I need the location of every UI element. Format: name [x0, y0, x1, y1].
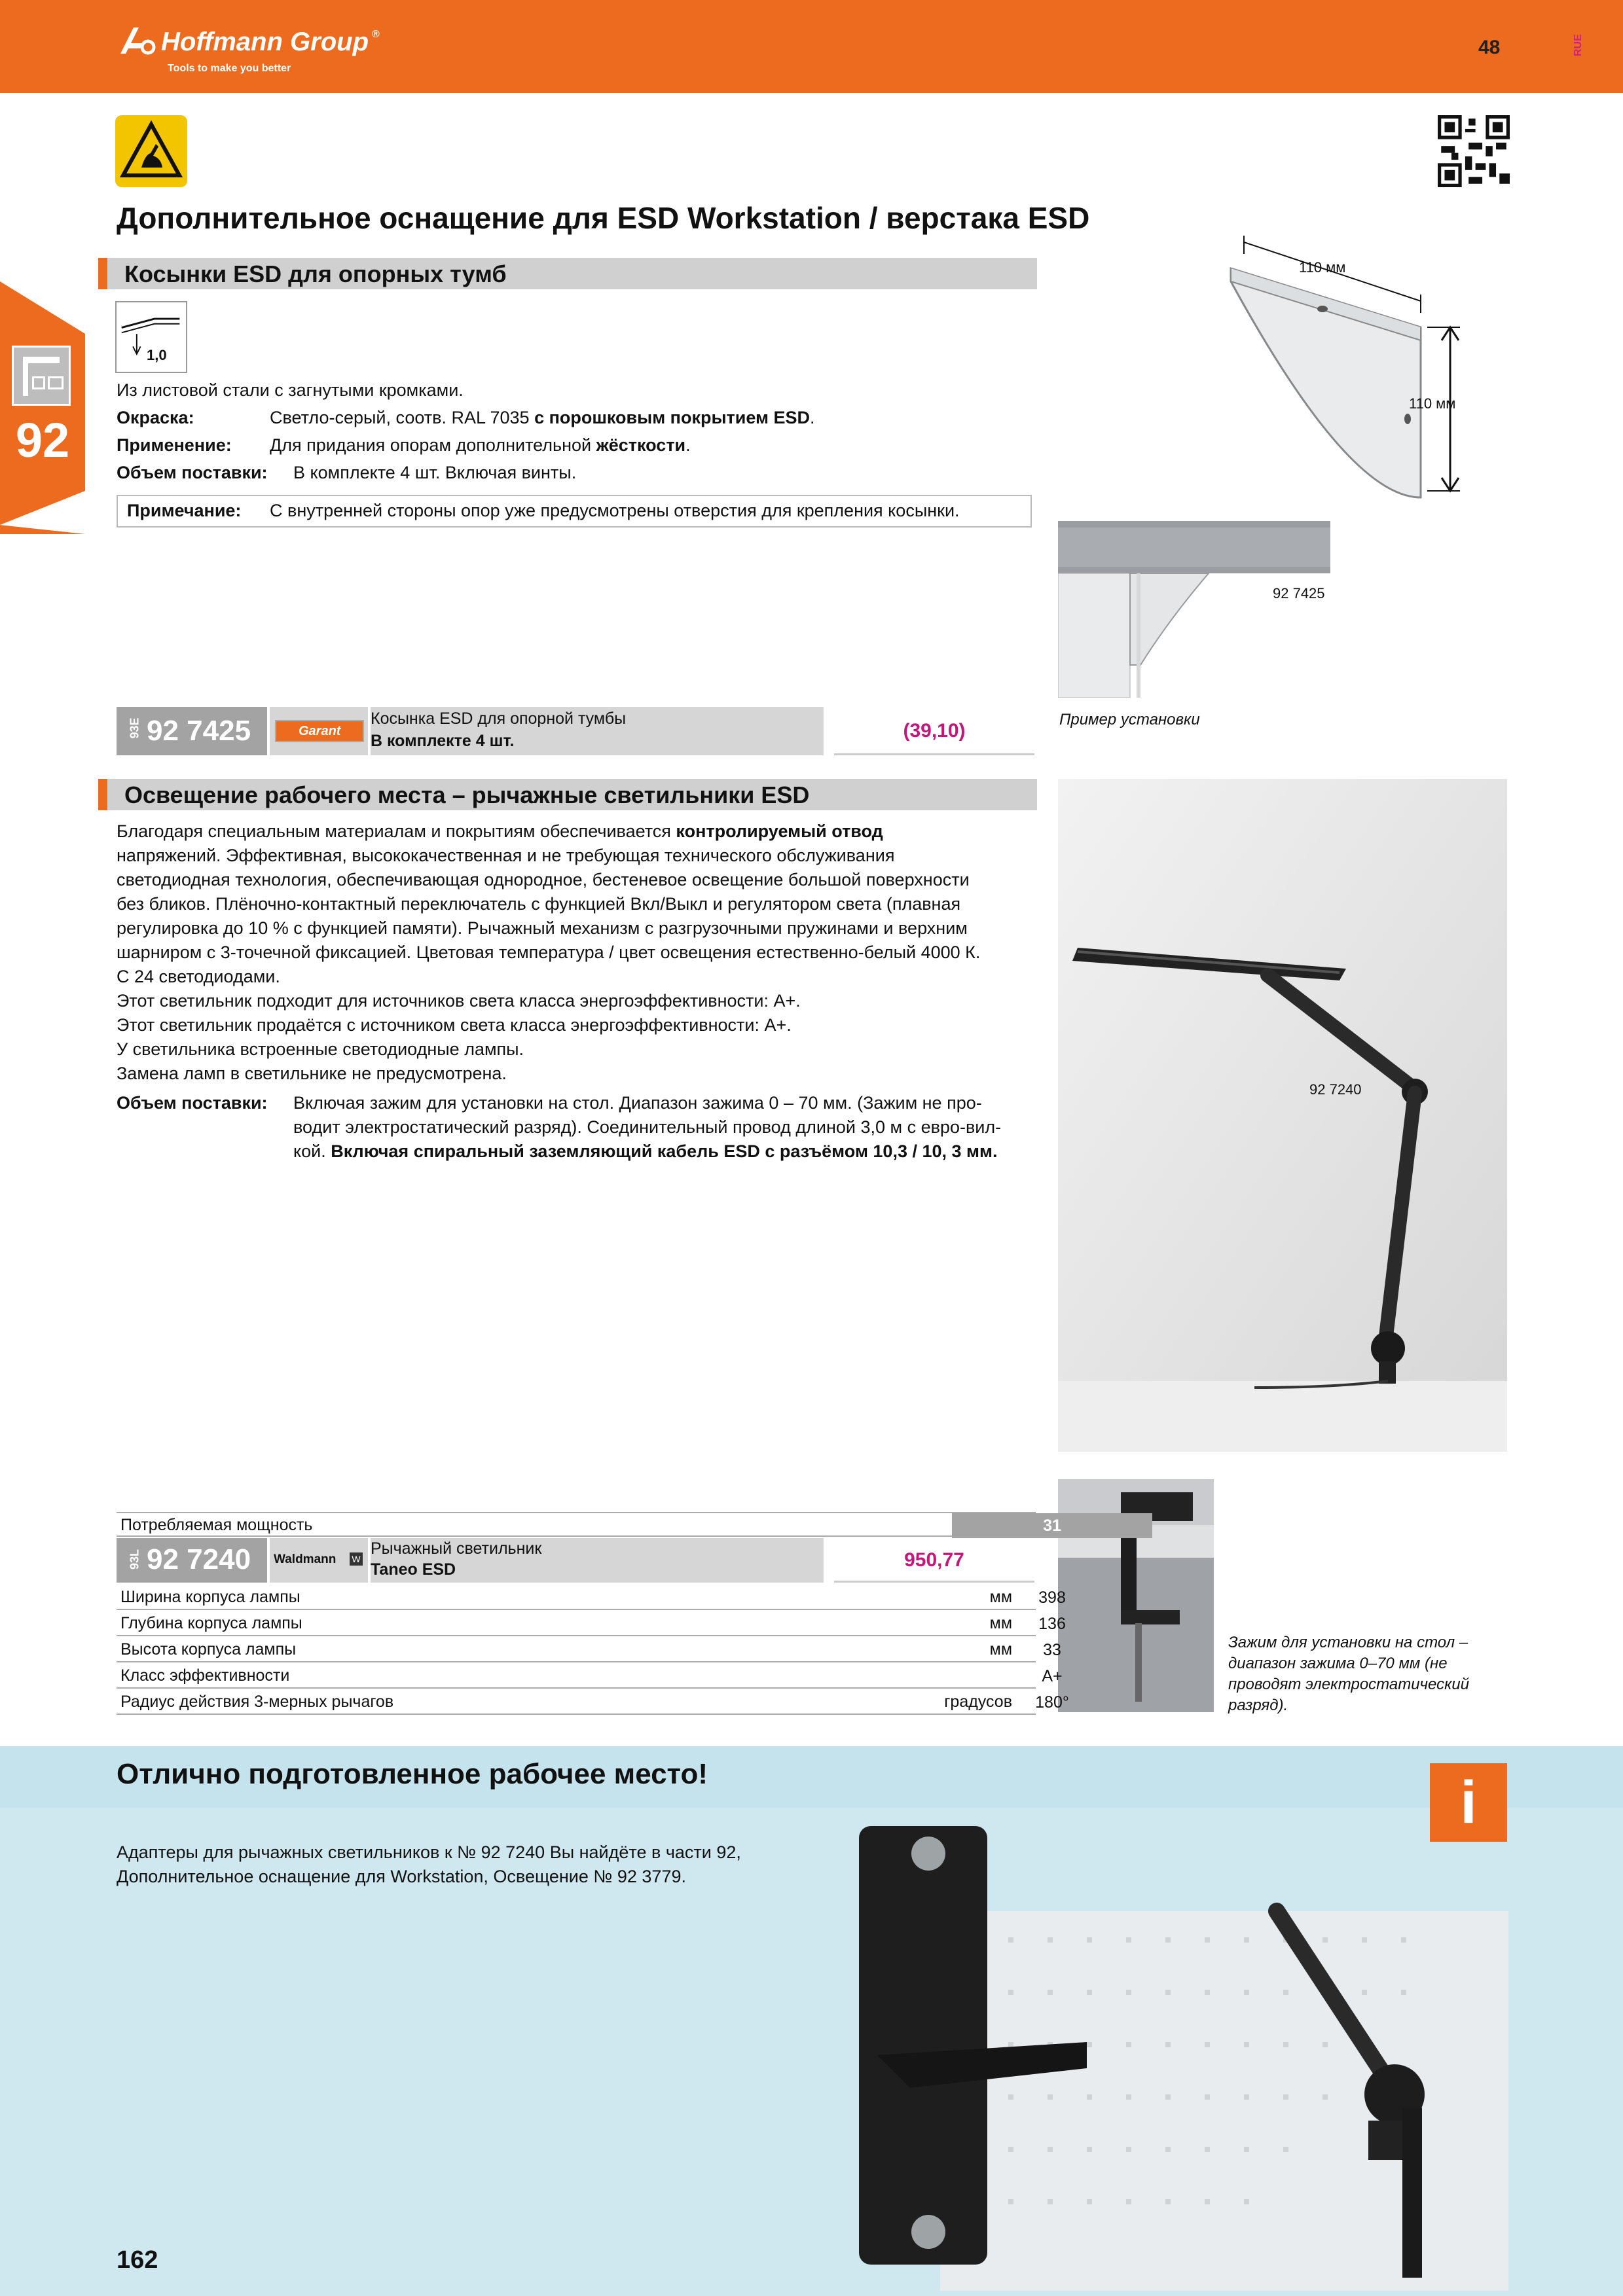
- header-page-number: 48: [1478, 37, 1501, 58]
- order-desc-line1: Косынка ESD для опорной тумбы: [371, 709, 627, 728]
- brand-box: [270, 707, 368, 755]
- desc-line: без бликов. Плёночно-контактный переключатель с функцией Вкл/Выкл и регулятором света (плавная: [117, 894, 961, 914]
- coating-value-bold: с порошковым покрытием ESD: [534, 408, 811, 427]
- workstation-icon: [12, 346, 71, 406]
- desc-line-bold: контролируемый отвод: [676, 821, 883, 841]
- order-number: 92 7240: [147, 1543, 251, 1575]
- waldmann-logo-icon: W: [350, 1552, 363, 1566]
- use-value: [270, 433, 691, 457]
- footer-page-number: 162: [117, 2246, 158, 2274]
- spec-row: [117, 1690, 1069, 1715]
- adapter-photo: [851, 1780, 1508, 2291]
- desc-line: светодиодная технология, обеспечивающая однородное, бестеневое освещение большой поверхности: [117, 870, 970, 889]
- use-value-plain: Для придания опорам дополнительной: [270, 435, 592, 455]
- spec-value: 31: [952, 1513, 1152, 1538]
- spec-name: Потребляемая мощность: [120, 1516, 313, 1534]
- desc-line: шарниром с 3-точечной фиксацией. Цветовая температура / цвет освещения естественно-белый 4000 К.: [117, 942, 981, 962]
- order-description: [371, 707, 824, 755]
- lamp-supply-line1: Включая зажим для установки на стол. Диапазон зажима 0 – 70 мм. (Зажим не про-: [293, 1093, 982, 1113]
- installation-example-image: [1058, 521, 1333, 698]
- order-price: 950,77: [834, 1538, 1034, 1583]
- info-title: Отлично подготовленное рабочее место!: [117, 1758, 708, 1790]
- order-row-lamp[interactable]: [117, 1538, 1036, 1583]
- clamp-caption: Зажим для установки на стол – диапазон зажима 0–70 мм (не проводят электростатический разряд).: [1228, 1634, 1470, 1714]
- lamp-supply-line3: [293, 1139, 997, 1164]
- order-price: (39,10): [834, 707, 1034, 755]
- note-box: [117, 495, 1032, 528]
- spec-value: 180°: [1035, 1693, 1069, 1712]
- section-heading-text: Косынки ESD для опорных тумб: [124, 260, 507, 287]
- coating-label: Окраска:: [117, 408, 194, 427]
- order-number: 92 7425: [147, 715, 251, 747]
- thickness-value: 1,0: [147, 347, 167, 363]
- desc-line: [117, 819, 980, 844]
- spec-unit: градусов: [944, 1693, 1012, 1711]
- use-label: Применение:: [117, 435, 232, 455]
- chapter-side-tab: [0, 281, 85, 534]
- coating-value-end: .: [810, 408, 815, 427]
- spec-unit: мм: [989, 1614, 1012, 1632]
- order-number-box: [117, 707, 267, 755]
- spec-value: 398: [1038, 1588, 1066, 1607]
- spec-name: Высота корпуса лампы: [120, 1640, 297, 1659]
- desc-line: Замена ламп в светильнике не предусмотрена.: [117, 1064, 507, 1083]
- desc-line: У светильника встроенные светодиодные лампы.: [117, 1039, 524, 1059]
- spec-row: [117, 1664, 1063, 1689]
- spec-name: Класс эффективности: [120, 1666, 290, 1685]
- order-prefix: 93E: [128, 717, 141, 739]
- figure-code-gusset: 92 7425: [1273, 585, 1325, 601]
- brand-box: [270, 1538, 368, 1583]
- desc-line: С 24 светодиодами.: [117, 967, 280, 986]
- info-text-line2: Дополнительное оснащение для Workstation, Освещение № 92 3779.: [117, 1867, 686, 1886]
- brand-name: Hoffmann Group: [161, 27, 369, 56]
- coating-value: [270, 406, 815, 430]
- section-heading-esd-gussets: [98, 258, 1037, 289]
- gusset-illustration: [1205, 236, 1506, 517]
- spec-name: Глубина корпуса лампы: [120, 1614, 302, 1632]
- order-desc-line2: Taneo ESD: [371, 1560, 456, 1579]
- lamp-supply-line3-plain: кой.: [293, 1141, 331, 1161]
- supply-label: Объем поставки:: [117, 463, 268, 482]
- spec-value: 33: [1043, 1641, 1061, 1659]
- lamp-supply-line3-bold: Включая спиральный заземляющий кабель ESD с разъёмом 10,3 / 10, 3 мм.: [331, 1141, 998, 1161]
- use-value-bold: жёсткости: [596, 435, 686, 455]
- dimension-top: 110 мм: [1299, 259, 1346, 276]
- order-prefix: 93L: [128, 1549, 141, 1570]
- order-desc-line1: Рычажный светильник: [371, 1539, 542, 1558]
- garant-logo-text: Garant: [299, 724, 341, 738]
- supply-value: В комплекте 4 шт. Включая винты.: [293, 463, 577, 482]
- esd-warning-icon: [115, 115, 187, 187]
- spec-name: Ширина корпуса лампы: [120, 1588, 301, 1606]
- lamp-supply-label: Объем поставки:: [117, 1093, 268, 1113]
- desc-line: регулировка до 10 % с функцией памяти). Рычажный механизм с разгрузочными пружинами и верхним: [117, 918, 968, 938]
- order-description: [371, 1538, 824, 1583]
- info-icon: i: [1430, 1763, 1507, 1842]
- brand-tagline: Tools to make you better: [168, 63, 291, 74]
- chapter-number: 92: [15, 413, 70, 467]
- order-number-box: [117, 1538, 267, 1583]
- waldmann-logo: Waldmann: [274, 1552, 337, 1566]
- spec-row: [117, 1585, 1066, 1610]
- section-heading-text: Освещение рабочего места – рычажные светильники ESD: [124, 781, 810, 808]
- spec-row: [117, 1638, 1061, 1662]
- info-text-line1: Адаптеры для рычажных светильников к № 92 7240 Вы найдёте в части 92,: [117, 1842, 741, 1862]
- spec-value: A+: [1042, 1667, 1063, 1685]
- page-title: Дополнительное оснащение для ESD Workstation / верстака ESD: [117, 201, 1090, 235]
- gusset-intro: Из листовой стали с загнутыми кромками.: [117, 380, 464, 400]
- spec-row: [117, 1611, 1066, 1636]
- lamp-supply-line2: водит электростатический разряд). Соединительный провод длиной 3,0 м с евро-вил-: [293, 1117, 1002, 1137]
- order-desc-line2: В комплекте 4 шт.: [371, 732, 515, 750]
- order-row-gusset[interactable]: [117, 707, 1036, 755]
- lamp-description: [117, 819, 980, 1086]
- hoffmann-logo[interactable]: [117, 20, 392, 85]
- desc-line: напряжений. Эффективная, высококачественная и не требующая технического обслуживания: [117, 846, 895, 865]
- dimension-side: 110 мм: [1409, 395, 1456, 412]
- spec-unit: мм: [989, 1588, 1012, 1606]
- figure-code-lamp: 92 7240: [1309, 1081, 1362, 1098]
- lamp-photo: [1058, 779, 1507, 1452]
- section-heading-esd-lamps: [98, 779, 1037, 810]
- coating-value-plain: Светло-серый, соотв. RAL 7035: [270, 408, 530, 427]
- note-label: Примечание:: [127, 501, 242, 520]
- desc-line-text: Благодаря специальным материалам и покрытиям обеспечивается: [117, 821, 676, 841]
- note-text: С внутренней стороны опор уже предусмотрены отверстия для крепления косынки.: [270, 501, 960, 520]
- desc-line: Этот светильник продаётся с источником света класса энергоэффективности: A+.: [117, 1015, 792, 1035]
- spec-value: 136: [1038, 1615, 1066, 1633]
- spec-unit: мм: [989, 1640, 1012, 1659]
- brand-registered-mark: ®: [372, 29, 380, 40]
- language-code: RUE: [1573, 34, 1584, 56]
- hoffmann-logo-icon: [117, 25, 156, 56]
- use-value-end: .: [685, 435, 691, 455]
- sheet-thickness-icon: [115, 301, 187, 373]
- spec-row-power: [117, 1512, 1061, 1537]
- installation-caption: Пример установки: [1059, 711, 1200, 728]
- desc-line: Этот светильник подходит для источников света класса энергоэффективности: A+.: [117, 991, 801, 1011]
- spec-name: Радиус действия 3-мерных рычагов: [120, 1693, 394, 1711]
- qr-code-icon[interactable]: [1438, 115, 1510, 187]
- garant-logo: [275, 720, 364, 742]
